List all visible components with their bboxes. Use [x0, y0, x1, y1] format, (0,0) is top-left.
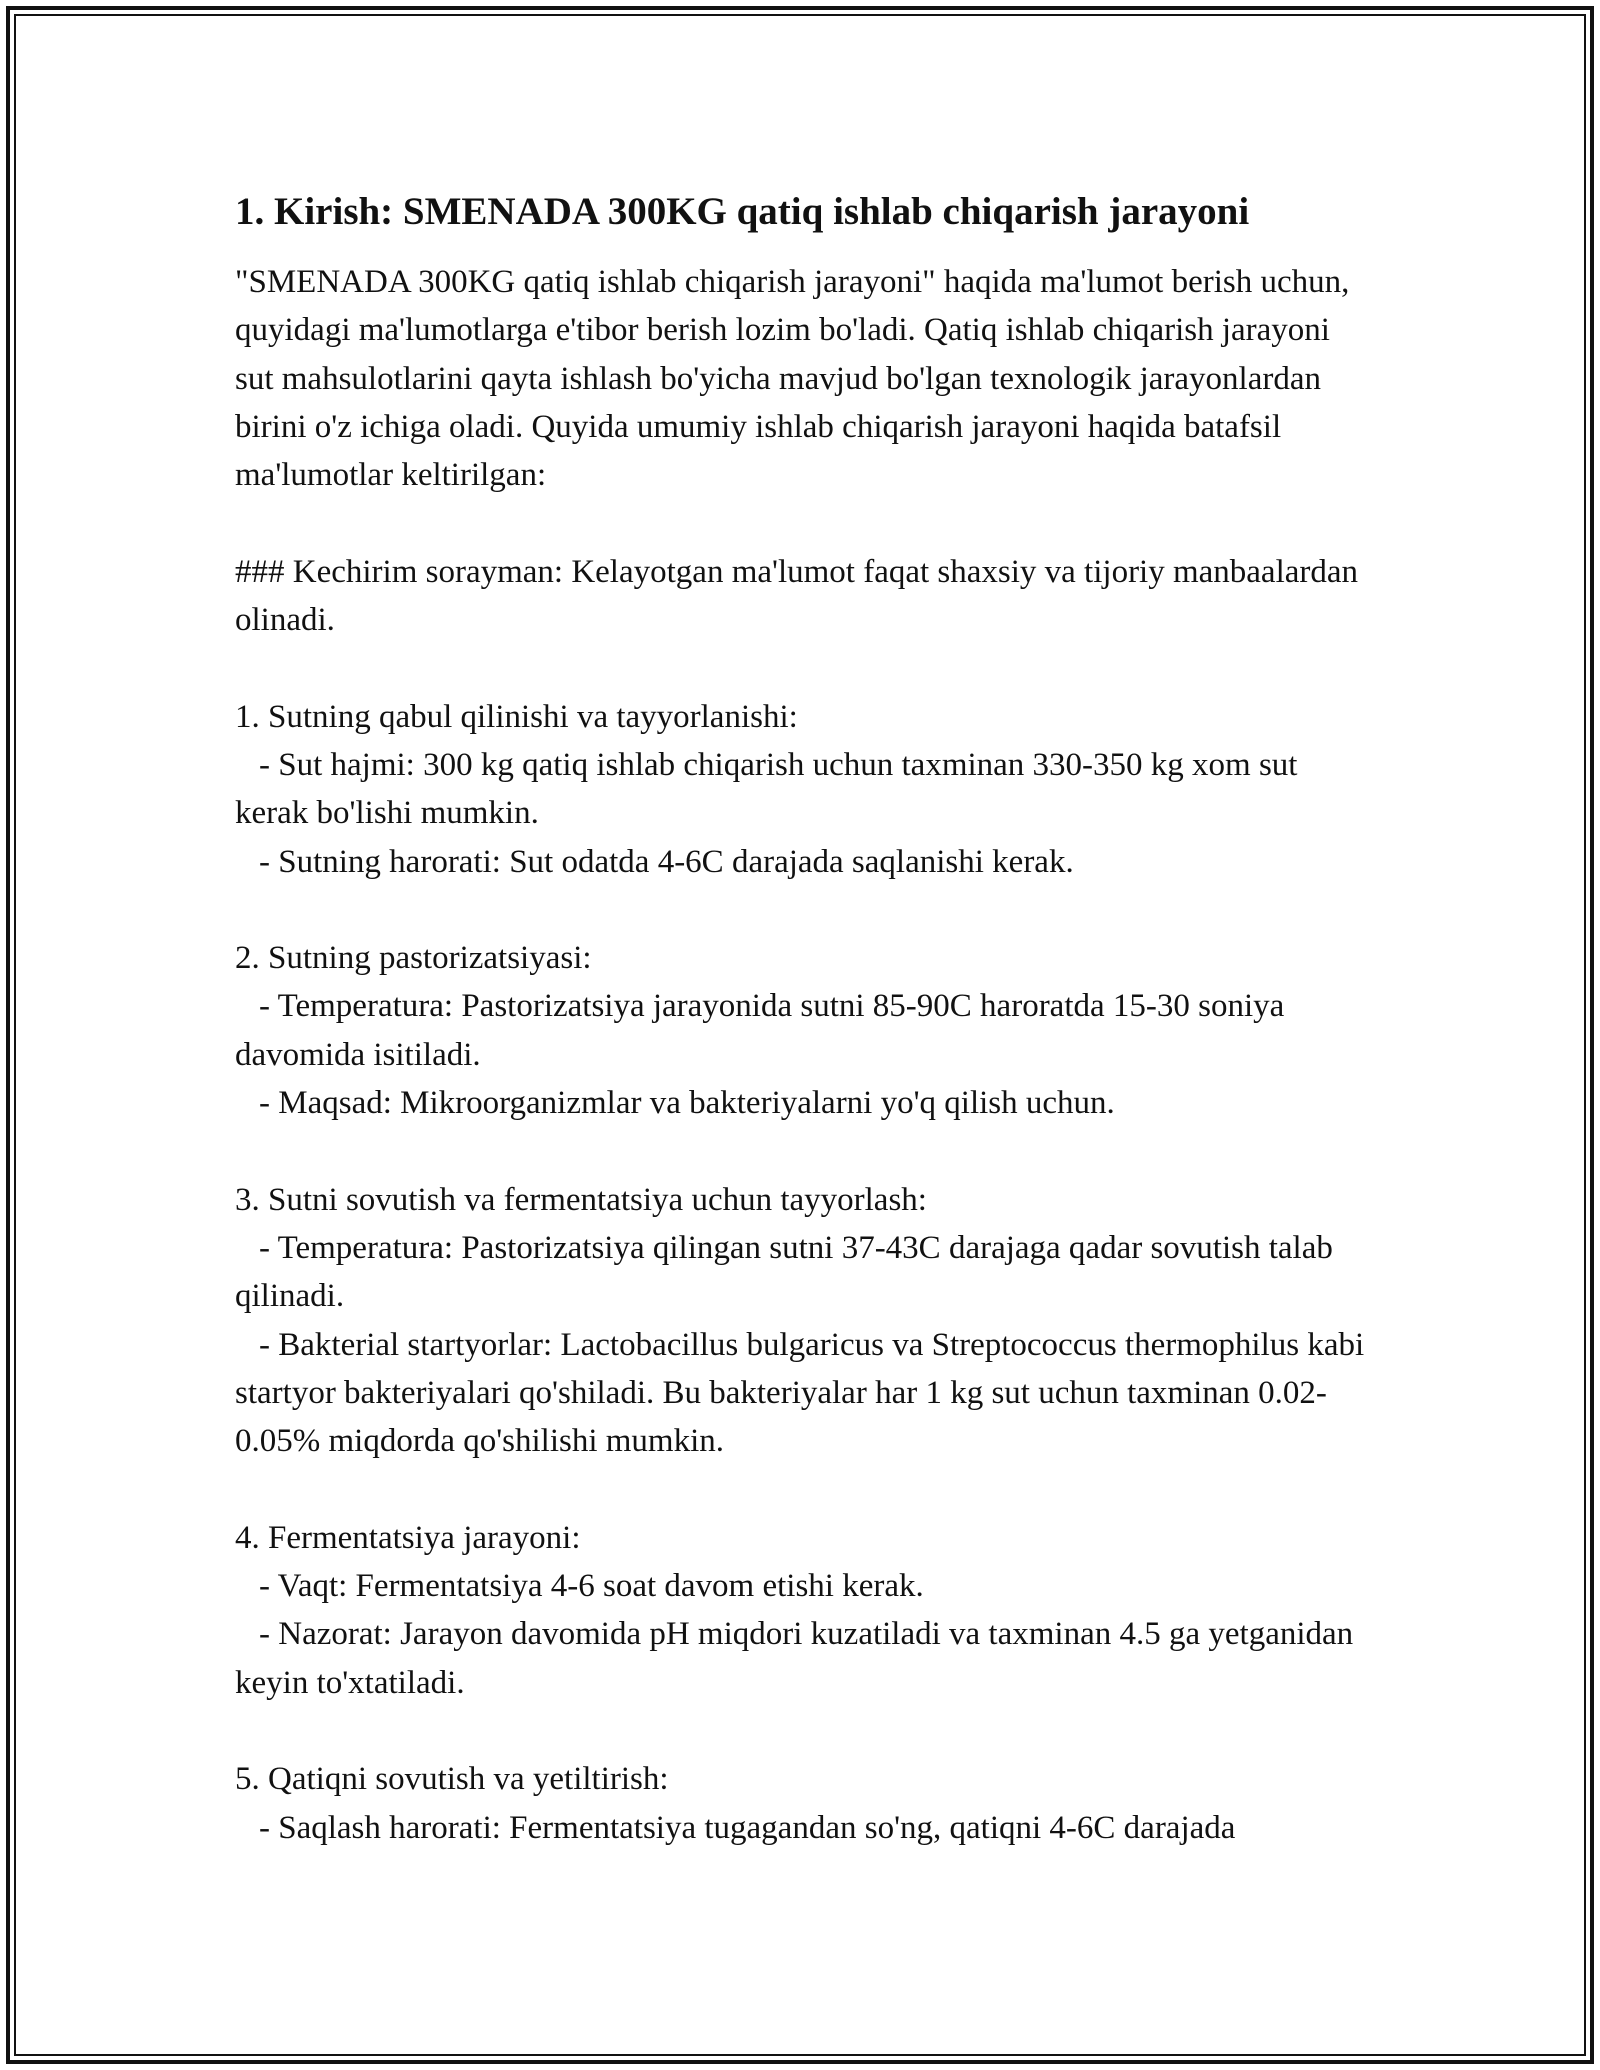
section-item: - Saqlash harorati: Fermentatsiya tugagandan so'ng, qatiqni 4-6C darajada — [259, 1809, 1236, 1846]
section-heading: 1. Sutning qabul qilinishi va tayyorlanishi: — [235, 698, 798, 735]
section-heading: 2. Sutning pastorizatsiyasi: — [235, 940, 592, 977]
section-item: - Temperatura: Pastorizatsiya jarayonida sutni 85-90C haroratda 15-30 soniya davomida isitiladi. — [235, 988, 1285, 1073]
section-3 — [235, 1176, 1370, 1466]
section-item: - Bakterial startyorlar: Lactobacillus bulgaricus va Streptococcus thermophilus kabi startyor bakteriyalari qo'shiladi. Bu bakteriyalar har 1 kg sut uchun taxminan 0.02-0.05% miqdorda qo'shilishi mumkin. — [235, 1326, 1365, 1460]
section-1 — [235, 693, 1370, 886]
section-heading: 5. Qatiqni sovutish va yetiltirish: — [235, 1761, 669, 1798]
spacer — [235, 644, 1370, 692]
section-item: - Temperatura: Pastorizatsiya qilingan sutni 37-43C darajaga qadar sovutish talab qilinadi. — [235, 1229, 1333, 1315]
spacer — [235, 886, 1370, 934]
section-item: - Sutning harorati: Sut odatda 4-6C darajada saqlanishi kerak. — [259, 843, 1074, 880]
document-body — [235, 186, 1370, 1852]
intro-paragraph: "SMENADA 300KG qatiq ishlab chiqarish jarayoni" haqida ma'lumot berish uchun, quyidagi ma'lumotlarga e'tibor berish lozim bo'ladi. Qatiq ishlab chiqarish jarayoni sut mahsulotlarini qayta ishlash bo'yicha mavjud bo'lgan texnologik jarayonlardan birini o'z ichiga oladi. Quyida umumiy ishlab chiqarish jarayoni haqida batafsil ma'lumotlar keltirilgan: — [235, 264, 1350, 494]
spacer — [235, 1707, 1370, 1755]
section-item: - Sut hajmi: 300 kg qatiq ishlab chiqarish uchun taxminan 330-350 kg xom sut kerak bo'lishi mumkin. — [235, 746, 1298, 832]
section-heading: 4. Fermentatsiya jarayoni: — [235, 1519, 581, 1556]
document-title: 1. Kirish: SMENADA 300KG qatiq ishlab chiqarish jarayoni — [235, 190, 1250, 233]
section-heading: 3. Sutni sovutish va fermentatsiya uchun tayyorlash: — [235, 1181, 927, 1218]
section-item: - Vaqt: Fermentatsiya 4-6 soat davom etishi kerak. — [259, 1568, 924, 1605]
section-item: - Nazorat: Jarayon davomida pH miqdori kuzatiladi va taxminan 4.5 ga yetganidan keyin to'xtatiladi. — [235, 1616, 1354, 1701]
spacer — [235, 499, 1370, 547]
notice-paragraph: ### Kechirim sorayman: Kelayotgan ma'lumot faqat shaxsiy va tijoriy manbaalardan olinadi. — [235, 553, 1359, 639]
spacer — [235, 1465, 1370, 1513]
section-2 — [235, 934, 1370, 1127]
spacer — [235, 1127, 1370, 1175]
section-item: - Maqsad: Mikroorganizmlar va bakteriyalarni yo'q qilish uchun. — [259, 1085, 1115, 1122]
section-5 — [235, 1755, 1370, 1852]
section-4 — [235, 1514, 1370, 1707]
